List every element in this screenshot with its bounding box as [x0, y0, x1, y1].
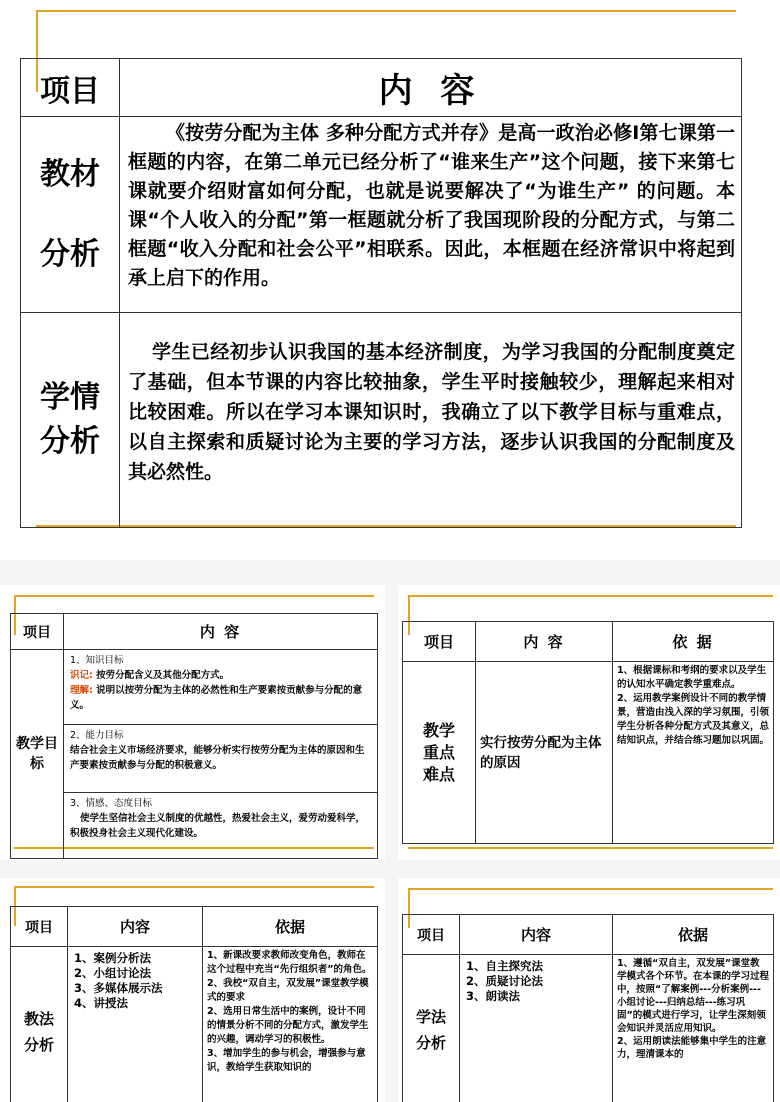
row-label-textbook-analysis: 教材 分析 [21, 117, 120, 313]
method-item: 4、讲授法 [74, 996, 129, 1010]
slide4-table [10, 906, 378, 1102]
learning-methods-basis [613, 955, 774, 1102]
key-content: 实行按劳分配为主体的原因 [476, 662, 613, 844]
accent-line [408, 595, 773, 597]
row-label-learning-methods: 学法分析 [403, 955, 460, 1102]
slide5-table [402, 914, 774, 1102]
row-label-key-difficulties: 教学重点难点 [403, 662, 476, 844]
header-basis: 依 据 [613, 622, 774, 662]
knowledge-goal: 1、知识目标 识记: 按劳分配含义及其他分配方式。 理解: 说明以按劳分配为主体的必然性和生产要素按贡献参与分配的意义。 [64, 650, 378, 725]
header-content: 内容 [460, 915, 613, 955]
row-label-student-analysis: 学情 分析 [21, 313, 120, 528]
method-item: 1、自主探究法 [466, 959, 544, 973]
slide2-table [10, 613, 378, 859]
method-item: 3、多媒体展示法 [74, 981, 163, 995]
slide-2 [0, 585, 385, 860]
header-basis: 依据 [613, 915, 774, 955]
row-label-teaching-methods: 教法分析 [11, 947, 68, 1102]
header-content: 内 容 [64, 614, 378, 650]
header-item: 项目 [403, 915, 460, 955]
emotion-goal: 3、情感、态度目标 使学生坚信社会主义制度的优越性，热爱社会主义，爱劳动爱科学，积极投身社会主义现代化建设。 [64, 793, 378, 859]
accent-line [36, 10, 736, 12]
basis-item: 1、遵循“双自主，双发展”课堂教学模式各个环节。在本课的学习过程中，按照“了解案例---分析案例---小组讨论---归纳总结---练习巩固”的模式进行学习，让学生深刻领会知识并灵活应用知识。 [617, 958, 770, 1034]
textbook-analysis-text: 《按劳分配为主体 多种分配方式并存》是高一政治必修Ⅰ第七课第一框题的内容，在第二单元已经分析了“谁来生产”这个问题，接下来第七课就要介绍财富如何分配，也就是说要解决了“为谁生产” 的问题。本课“个人收入的分配”第一框题就分析了我国现阶段的分配方式，与第二框题“收入分配和社会公平”相联系。因此，本框题在经济常识中将起到承上启下的作用。 [120, 117, 742, 313]
method-item: 3、朗读法 [466, 989, 521, 1003]
accent-line [14, 595, 374, 597]
slide-5 [398, 878, 780, 1102]
accent-line [408, 888, 773, 890]
header-basis: 依据 [203, 907, 378, 947]
slide1-table [20, 58, 742, 528]
method-item: 2、小组讨论法 [74, 966, 152, 980]
teaching-methods-list [68, 947, 203, 1102]
header-item: 项目 [11, 907, 68, 947]
basis-item: 1、新课改要求教师改变角色，教师在这个过程中充当“先行组织者”的角色。 [207, 950, 372, 975]
key-basis: 1、根据课标和考纲的要求以及学生的认知水平确定教学重难点。 2、运用教学案例设计不同的教学情景，营造由浅入深的学习氛围，引领学生分析各种分配方式及其意义，总结知识点，并结合练习题加以巩固。 [613, 662, 774, 844]
ability-goal: 2、能力目标 结合社会主义市场经济要求，能够分析实行按劳分配为主体的原因和生产要素按贡献参与分配的积极意义。 [64, 725, 378, 793]
header-item: 项目 [21, 59, 120, 117]
basis-item: 2、运用朗读法能够集中学生的注意力，理清课本的 [617, 1036, 767, 1060]
header-content: 内 容 [120, 59, 742, 117]
slide3-table [402, 621, 774, 844]
teaching-methods-basis [203, 947, 378, 1102]
basis-item: 2、我校“双自主，双发展”课堂教学模式的要求 [207, 978, 369, 1003]
slide-4 [0, 878, 385, 1102]
header-content: 内容 [68, 907, 203, 947]
row-label-teaching-goals: 教学目标 [11, 650, 64, 859]
header-item: 项目 [403, 622, 476, 662]
slide-3 [398, 585, 780, 860]
student-analysis-text: 学生已经初步认识我国的基本经济制度，为学习我国的分配制度奠定了基础，但本节课的内容比较抽象，学生平时接触较少，理解起来相对比较困难。所以在学习本课知识时，我确立了以下教学目标与重难点，以自主探索和质疑讨论为主要的学习方法，逐步认识我国的分配制度及其必然性。 [120, 313, 742, 528]
method-item: 1、案例分析法 [74, 951, 152, 965]
header-content: 内 容 [476, 622, 613, 662]
basis-item: 2、选用日常生活中的案例，设计不同的情景分析不同的分配方式，激发学生的兴趣，调动学习的积极性。 [207, 1006, 369, 1045]
accent-line [408, 847, 773, 849]
learning-methods-list [460, 955, 613, 1102]
method-item: 2、质疑讨论法 [466, 974, 544, 988]
basis-item: 3、增加学生的参与机会，增强参与意识，教给学生获取知识的 [207, 1048, 366, 1073]
accent-line [14, 886, 374, 888]
header-item: 项目 [11, 614, 64, 650]
